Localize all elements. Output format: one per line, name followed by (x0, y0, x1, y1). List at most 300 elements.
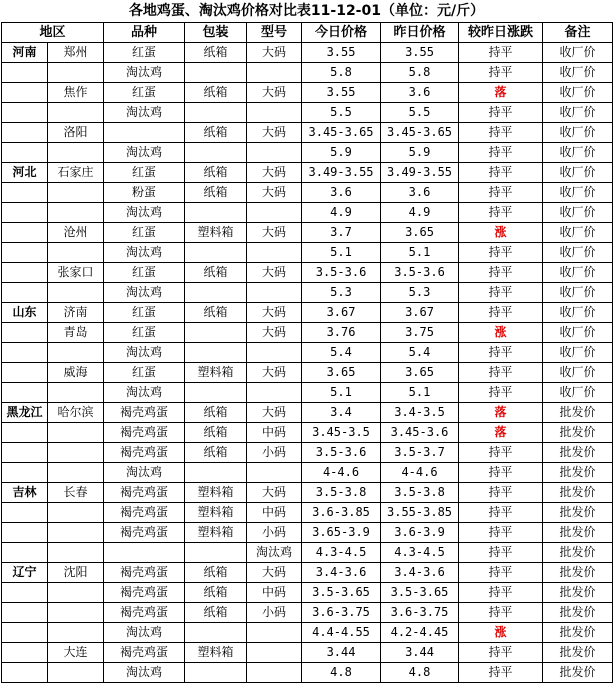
variety-cell: 淘汰鸡 (104, 203, 185, 223)
yesterday-price-cell: 5.3 (381, 283, 459, 303)
pack-cell (185, 243, 247, 263)
grade-cell (247, 103, 302, 123)
header-note: 备注 (543, 23, 613, 43)
city-cell (48, 203, 104, 223)
note-cell: 收厂价 (543, 343, 613, 363)
change-cell: 持平 (459, 503, 543, 523)
today-price-cell: 3.5-3.6 (302, 443, 381, 463)
yesterday-price-cell: 3.4-3.6 (381, 563, 459, 583)
grade-cell: 大码 (247, 223, 302, 243)
note-cell: 收厂价 (543, 103, 613, 123)
variety-cell: 红蛋 (104, 43, 185, 63)
change-cell: 落 (459, 423, 543, 443)
city-cell: 济南 (48, 303, 104, 323)
grade-cell: 中码 (247, 423, 302, 443)
province-cell (2, 503, 48, 523)
today-price-cell: 5.3 (302, 283, 381, 303)
grade-cell (247, 643, 302, 663)
province-cell (2, 443, 48, 463)
province-cell: 河南 (2, 43, 48, 63)
note-cell: 收厂价 (543, 383, 613, 403)
grade-cell: 大码 (247, 163, 302, 183)
change-cell: 持平 (459, 163, 543, 183)
pack-cell: 纸箱 (185, 163, 247, 183)
table-row (2, 483, 613, 503)
today-price-cell: 3.5-3.8 (302, 483, 381, 503)
city-cell (48, 183, 104, 203)
pack-cell (185, 463, 247, 483)
pack-cell (185, 543, 247, 563)
today-price-cell: 3.44 (302, 643, 381, 663)
change-cell: 持平 (459, 283, 543, 303)
grade-cell: 大码 (247, 403, 302, 423)
variety-cell: 褐壳鸡蛋 (104, 423, 185, 443)
grade-cell: 中码 (247, 583, 302, 603)
change-cell: 持平 (459, 243, 543, 263)
pack-cell: 塑料箱 (185, 363, 247, 383)
city-cell: 焦作 (48, 83, 104, 103)
change-cell: 持平 (459, 463, 543, 483)
note-cell: 收厂价 (543, 43, 613, 63)
header-row (2, 23, 613, 43)
pack-cell (185, 343, 247, 363)
note-cell: 批发价 (543, 663, 613, 683)
yesterday-price-cell: 5.9 (381, 143, 459, 163)
yesterday-price-cell: 5.1 (381, 243, 459, 263)
change-cell: 持平 (459, 143, 543, 163)
yesterday-price-cell: 3.6 (381, 83, 459, 103)
province-cell (2, 83, 48, 103)
today-price-cell: 4.8 (302, 663, 381, 683)
city-cell: 沈阳 (48, 563, 104, 583)
variety-cell: 褐壳鸡蛋 (104, 643, 185, 663)
variety-cell: 淘汰鸡 (104, 343, 185, 363)
variety-cell: 褐壳鸡蛋 (104, 523, 185, 543)
pack-cell: 纸箱 (185, 603, 247, 623)
yesterday-price-cell: 3.67 (381, 303, 459, 323)
pack-cell: 纸箱 (185, 443, 247, 463)
city-cell: 洛阳 (48, 123, 104, 143)
note-cell: 收厂价 (543, 83, 613, 103)
change-cell: 涨 (459, 623, 543, 643)
yesterday-price-cell: 5.5 (381, 103, 459, 123)
variety-cell: 褐壳鸡蛋 (104, 503, 185, 523)
note-cell: 收厂价 (543, 243, 613, 263)
yesterday-price-cell: 5.1 (381, 383, 459, 403)
variety-cell: 褐壳鸡蛋 (104, 483, 185, 503)
variety-cell: 褐壳鸡蛋 (104, 603, 185, 623)
grade-cell: 大码 (247, 183, 302, 203)
today-price-cell: 3.6 (302, 183, 381, 203)
province-cell (2, 363, 48, 383)
grade-cell (247, 243, 302, 263)
yesterday-price-cell: 3.5-3.65 (381, 583, 459, 603)
yesterday-price-cell: 3.6-3.75 (381, 603, 459, 623)
pack-cell: 塑料箱 (185, 503, 247, 523)
province-cell: 河北 (2, 163, 48, 183)
city-cell (48, 243, 104, 263)
table-row (2, 183, 613, 203)
yesterday-price-cell: 3.44 (381, 643, 459, 663)
today-price-cell: 5.1 (302, 383, 381, 403)
variety-cell: 褐壳鸡蛋 (104, 443, 185, 463)
province-cell (2, 203, 48, 223)
province-cell: 黑龙江 (2, 403, 48, 423)
pack-cell (185, 283, 247, 303)
city-cell (48, 663, 104, 683)
province-cell (2, 323, 48, 343)
table-row (2, 543, 613, 563)
pack-cell (185, 103, 247, 123)
province-cell (2, 283, 48, 303)
city-cell (48, 543, 104, 563)
province-cell: 吉林 (2, 483, 48, 503)
variety-cell: 粉蛋 (104, 183, 185, 203)
province-cell (2, 523, 48, 543)
note-cell: 批发价 (543, 503, 613, 523)
header-pack: 包装 (185, 23, 247, 43)
note-cell: 收厂价 (543, 123, 613, 143)
city-cell (48, 503, 104, 523)
province-cell: 山东 (2, 303, 48, 323)
change-cell: 持平 (459, 583, 543, 603)
note-cell: 批发价 (543, 623, 613, 643)
city-cell (48, 423, 104, 443)
city-cell (48, 603, 104, 623)
city-cell: 大连 (48, 643, 104, 663)
grade-cell: 小码 (247, 603, 302, 623)
today-price-cell: 5.1 (302, 243, 381, 263)
province-cell (2, 663, 48, 683)
table-row (2, 583, 613, 603)
city-cell: 沧州 (48, 223, 104, 243)
change-cell: 持平 (459, 483, 543, 503)
grade-cell (247, 283, 302, 303)
change-cell: 持平 (459, 363, 543, 383)
table-row (2, 63, 613, 83)
grade-cell (247, 463, 302, 483)
yesterday-price-cell: 5.4 (381, 343, 459, 363)
variety-cell (104, 123, 185, 143)
table-row (2, 603, 613, 623)
province-cell (2, 63, 48, 83)
change-cell: 持平 (459, 443, 543, 463)
note-cell: 批发价 (543, 603, 613, 623)
grade-cell: 小码 (247, 443, 302, 463)
table-row (2, 223, 613, 243)
variety-cell: 红蛋 (104, 83, 185, 103)
yesterday-price-cell: 3.75 (381, 323, 459, 343)
grade-cell (247, 143, 302, 163)
pack-cell: 塑料箱 (185, 643, 247, 663)
today-price-cell: 3.67 (302, 303, 381, 323)
table-row (2, 83, 613, 103)
pack-cell (185, 623, 247, 643)
variety-cell: 淘汰鸡 (104, 243, 185, 263)
grade-cell: 大码 (247, 123, 302, 143)
change-cell: 持平 (459, 303, 543, 323)
grade-cell (247, 203, 302, 223)
change-cell: 持平 (459, 123, 543, 143)
change-cell: 持平 (459, 263, 543, 283)
grade-cell: 大码 (247, 43, 302, 63)
yesterday-price-cell: 3.4-3.5 (381, 403, 459, 423)
pack-cell: 纸箱 (185, 563, 247, 583)
table-row (2, 363, 613, 383)
today-price-cell: 3.45-3.5 (302, 423, 381, 443)
yesterday-price-cell: 3.65 (381, 223, 459, 243)
grade-cell: 中码 (247, 503, 302, 523)
note-cell: 批发价 (543, 583, 613, 603)
variety-cell: 红蛋 (104, 163, 185, 183)
variety-cell: 红蛋 (104, 223, 185, 243)
city-cell (48, 383, 104, 403)
note-cell: 收厂价 (543, 223, 613, 243)
change-cell: 持平 (459, 543, 543, 563)
variety-cell: 淘汰鸡 (104, 283, 185, 303)
province-cell (2, 343, 48, 363)
header-variety: 品种 (104, 23, 185, 43)
variety-cell: 红蛋 (104, 263, 185, 283)
today-price-cell: 3.5-3.65 (302, 583, 381, 603)
grade-cell: 大码 (247, 483, 302, 503)
today-price-cell: 3.4-3.6 (302, 563, 381, 583)
page-title: 各地鸡蛋、淘汰鸡价格对比表11-12-01（单位：元/斤） (128, 3, 485, 19)
change-cell: 涨 (459, 323, 543, 343)
table-row (2, 423, 613, 443)
yesterday-price-cell: 4.2-4.45 (381, 623, 459, 643)
city-cell (48, 463, 104, 483)
yesterday-price-cell: 3.6 (381, 183, 459, 203)
note-cell: 批发价 (543, 443, 613, 463)
province-cell (2, 463, 48, 483)
change-cell: 持平 (459, 63, 543, 83)
change-cell: 持平 (459, 383, 543, 403)
city-cell: 青岛 (48, 323, 104, 343)
variety-cell: 红蛋 (104, 303, 185, 323)
note-cell: 批发价 (543, 463, 613, 483)
province-cell (2, 223, 48, 243)
yesterday-price-cell: 4.8 (381, 663, 459, 683)
province-cell (2, 103, 48, 123)
yesterday-price-cell: 3.6-3.9 (381, 523, 459, 543)
table-row (2, 343, 613, 363)
table-row (2, 443, 613, 463)
pack-cell: 纸箱 (185, 263, 247, 283)
change-cell: 持平 (459, 603, 543, 623)
variety-cell (104, 543, 185, 563)
table-row (2, 523, 613, 543)
variety-cell: 褐壳鸡蛋 (104, 583, 185, 603)
change-cell: 持平 (459, 103, 543, 123)
note-cell: 批发价 (543, 423, 613, 443)
change-cell: 持平 (459, 663, 543, 683)
pack-cell: 纸箱 (185, 123, 247, 143)
table-row (2, 463, 613, 483)
province-cell (2, 623, 48, 643)
today-price-cell: 3.5-3.6 (302, 263, 381, 283)
price-table (1, 22, 613, 683)
table-row (2, 203, 613, 223)
yesterday-price-cell: 3.5-3.8 (381, 483, 459, 503)
change-cell: 涨 (459, 223, 543, 243)
pack-cell: 塑料箱 (185, 483, 247, 503)
grade-cell (247, 663, 302, 683)
province-cell (2, 383, 48, 403)
pack-cell: 纸箱 (185, 403, 247, 423)
yesterday-price-cell: 3.55 (381, 43, 459, 63)
change-cell: 持平 (459, 343, 543, 363)
yesterday-price-cell: 3.45-3.65 (381, 123, 459, 143)
variety-cell: 淘汰鸡 (104, 143, 185, 163)
note-cell: 收厂价 (543, 163, 613, 183)
table-row (2, 263, 613, 283)
today-price-cell: 3.7 (302, 223, 381, 243)
note-cell: 批发价 (543, 523, 613, 543)
note-cell: 收厂价 (543, 203, 613, 223)
change-cell: 持平 (459, 183, 543, 203)
header-grade: 型号 (247, 23, 302, 43)
note-cell: 收厂价 (543, 283, 613, 303)
change-cell: 落 (459, 83, 543, 103)
city-cell: 哈尔滨 (48, 403, 104, 423)
table-row (2, 243, 613, 263)
variety-cell: 淘汰鸡 (104, 463, 185, 483)
variety-cell: 褐壳鸡蛋 (104, 563, 185, 583)
variety-cell: 淘汰鸡 (104, 383, 185, 403)
change-cell: 持平 (459, 563, 543, 583)
variety-cell: 淘汰鸡 (104, 623, 185, 643)
table-row (2, 323, 613, 343)
header-region: 地区 (2, 23, 104, 43)
table-row (2, 383, 613, 403)
today-price-cell: 3.4 (302, 403, 381, 423)
grade-cell: 大码 (247, 323, 302, 343)
variety-cell: 红蛋 (104, 363, 185, 383)
province-cell (2, 643, 48, 663)
header-yesterday-price: 昨日价格 (381, 23, 459, 43)
today-price-cell: 4.3-4.5 (302, 543, 381, 563)
pack-cell (185, 63, 247, 83)
province-cell (2, 243, 48, 263)
pack-cell: 纸箱 (185, 423, 247, 443)
yesterday-price-cell: 5.8 (381, 63, 459, 83)
table-row (2, 563, 613, 583)
city-cell (48, 103, 104, 123)
grade-cell: 大码 (247, 303, 302, 323)
table-row (2, 623, 613, 643)
pack-cell (185, 383, 247, 403)
province-cell: 辽宁 (2, 563, 48, 583)
note-cell: 收厂价 (543, 263, 613, 283)
province-cell (2, 183, 48, 203)
variety-cell: 淘汰鸡 (104, 663, 185, 683)
city-cell (48, 523, 104, 543)
table-row (2, 663, 613, 683)
province-cell (2, 143, 48, 163)
yesterday-price-cell: 4.9 (381, 203, 459, 223)
variety-cell: 红蛋 (104, 323, 185, 343)
city-cell: 张家口 (48, 263, 104, 283)
change-cell: 持平 (459, 643, 543, 663)
table-row (2, 123, 613, 143)
pack-cell (185, 323, 247, 343)
grade-cell: 小码 (247, 523, 302, 543)
grade-cell (247, 623, 302, 643)
today-price-cell: 5.5 (302, 103, 381, 123)
pack-cell: 塑料箱 (185, 523, 247, 543)
city-cell: 长春 (48, 483, 104, 503)
today-price-cell: 4.4-4.55 (302, 623, 381, 643)
table-row (2, 643, 613, 663)
note-cell: 批发价 (543, 483, 613, 503)
today-price-cell: 4.9 (302, 203, 381, 223)
pack-cell (185, 203, 247, 223)
grade-cell: 大码 (247, 363, 302, 383)
province-cell (2, 123, 48, 143)
table-row (2, 303, 613, 323)
table-row (2, 403, 613, 423)
pack-cell: 纸箱 (185, 583, 247, 603)
yesterday-price-cell: 3.65 (381, 363, 459, 383)
note-cell: 批发价 (543, 563, 613, 583)
today-price-cell: 3.65-3.9 (302, 523, 381, 543)
pack-cell (185, 143, 247, 163)
table-row (2, 283, 613, 303)
city-cell: 郑州 (48, 43, 104, 63)
city-cell (48, 283, 104, 303)
city-cell (48, 583, 104, 603)
today-price-cell: 3.76 (302, 323, 381, 343)
today-price-cell: 3.55 (302, 83, 381, 103)
today-price-cell: 3.6-3.85 (302, 503, 381, 523)
today-price-cell: 3.45-3.65 (302, 123, 381, 143)
pack-cell: 纸箱 (185, 83, 247, 103)
table-row (2, 163, 613, 183)
grade-cell (247, 343, 302, 363)
change-cell: 持平 (459, 43, 543, 63)
today-price-cell: 5.9 (302, 143, 381, 163)
note-cell: 批发价 (543, 403, 613, 423)
variety-cell: 褐壳鸡蛋 (104, 403, 185, 423)
change-cell: 持平 (459, 203, 543, 223)
city-cell: 石家庄 (48, 163, 104, 183)
note-cell: 批发价 (543, 543, 613, 563)
today-price-cell: 3.6-3.75 (302, 603, 381, 623)
yesterday-price-cell: 4.3-4.5 (381, 543, 459, 563)
table-row (2, 103, 613, 123)
change-cell: 落 (459, 403, 543, 423)
note-cell: 收厂价 (543, 183, 613, 203)
city-cell (48, 343, 104, 363)
city-cell (48, 443, 104, 463)
province-cell (2, 583, 48, 603)
grade-cell: 淘汰鸡 (247, 543, 302, 563)
pack-cell: 纸箱 (185, 303, 247, 323)
note-cell: 收厂价 (543, 303, 613, 323)
yesterday-price-cell: 3.55-3.85 (381, 503, 459, 523)
grade-cell: 大码 (247, 563, 302, 583)
header-change: 较昨日涨跌 (459, 23, 543, 43)
city-cell (48, 623, 104, 643)
table-row (2, 43, 613, 63)
pack-cell (185, 663, 247, 683)
yesterday-price-cell: 3.5-3.7 (381, 443, 459, 463)
grade-cell: 大码 (247, 263, 302, 283)
province-cell (2, 603, 48, 623)
yesterday-price-cell: 3.5-3.6 (381, 263, 459, 283)
table-row (2, 503, 613, 523)
